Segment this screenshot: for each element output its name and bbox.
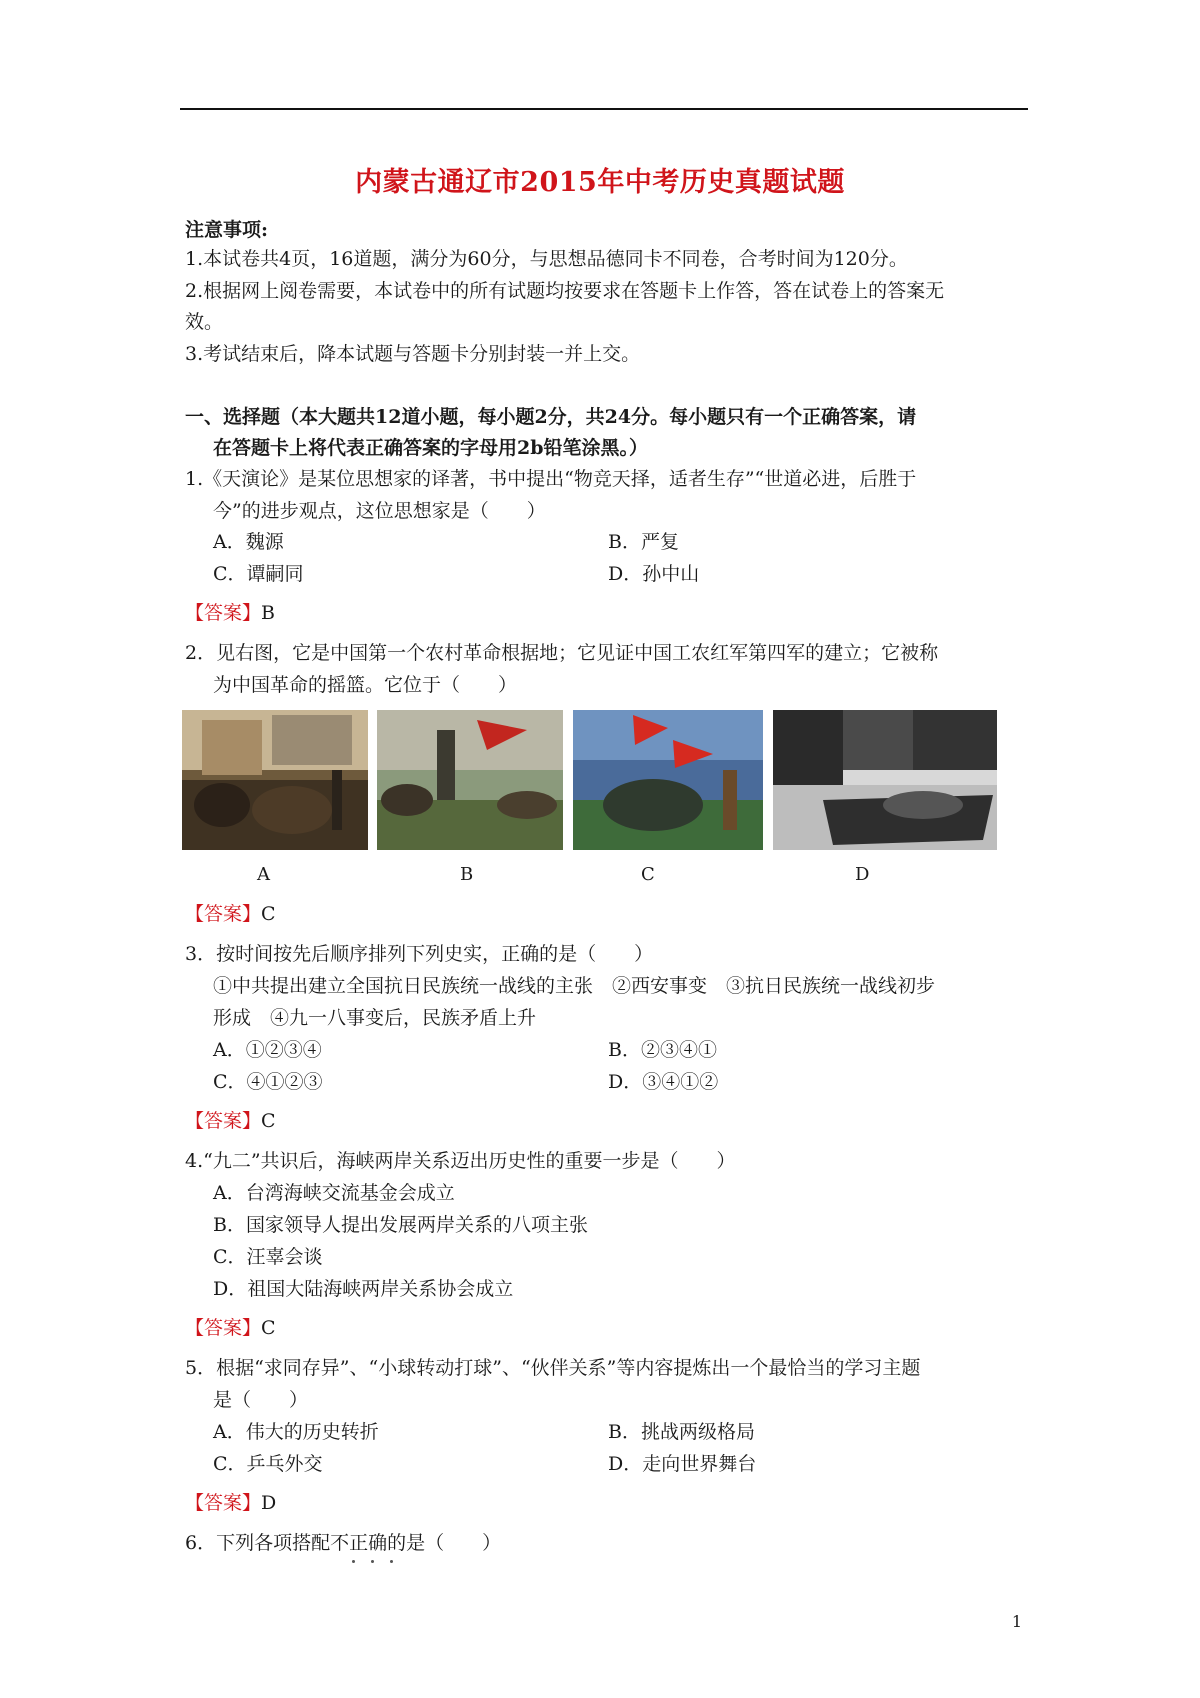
option-d-photo	[773, 710, 997, 850]
answer-value: D	[261, 1492, 277, 1514]
q2-answer	[185, 902, 276, 926]
q4-option-a: A．台湾海峡交流基金会成立	[213, 1182, 455, 1204]
q2-stem-line-2: 为中国革命的摇篮。它位于（ ）	[213, 674, 518, 696]
q3-answer	[185, 1109, 276, 1133]
answer-tag: 【答案】	[185, 1110, 262, 1132]
page-number: 1	[1011, 1612, 1022, 1631]
emphasis-dot	[371, 1560, 374, 1563]
caption-b: B	[460, 864, 474, 885]
caption-c: C	[641, 864, 655, 885]
option-a-painting	[182, 710, 368, 850]
answer-value: C	[261, 1110, 276, 1132]
option-c-painting	[573, 710, 763, 850]
caption-a: A	[257, 864, 270, 885]
q1-stem-line-1: 1.《天演论》是某位思想家的译著，书中提出“物竞天择，适者生存”“世道必进，后胜于	[185, 468, 917, 490]
section-heading-line-1: 一、选择题（本大题共12道小题，每小题2分，共24分。每小题只有一个正确答案，请	[185, 406, 917, 428]
q5-option-a: A．伟大的历史转折	[213, 1421, 379, 1443]
answer-tag: 【答案】	[185, 602, 262, 624]
notice-item-2-cont: 效。	[185, 311, 224, 333]
answer-tag: 【答案】	[185, 1492, 262, 1514]
q4-answer	[185, 1316, 276, 1340]
answer-tag: 【答案】	[185, 1317, 262, 1339]
q1-option-b: B．严复	[608, 531, 679, 553]
caption-d: D	[855, 864, 870, 885]
q4-stem-line-1: 4.“九二”共识后，海峡两岸关系迈出历史性的重要一步是（ ）	[185, 1150, 736, 1172]
q1-stem-line-2: 今”的进步观点，这位思想家是（ ）	[213, 500, 546, 522]
answer-value: C	[261, 1317, 276, 1339]
answer-value: C	[261, 903, 276, 925]
q1-answer	[185, 601, 275, 625]
emphasis-dot	[390, 1560, 393, 1563]
q4-option-b: B．国家领导人提出发展两岸关系的八项主张	[213, 1214, 588, 1236]
notice-item-3: 3.考试结束后，降本试题与答题卡分别封装一并上交。	[185, 343, 641, 365]
option-b-painting	[377, 710, 563, 850]
q6-stem-line-1: 6．下列各项搭配不正确的是（ ）	[185, 1532, 502, 1554]
q5-stem-line-2: 是（ ）	[213, 1389, 309, 1411]
q1-option-a: A．魏源	[213, 531, 284, 553]
q3-option-a: A．①②③④	[213, 1039, 322, 1061]
q5-option-b: B．挑战两级格局	[608, 1421, 755, 1443]
emphasis-dot	[352, 1560, 355, 1563]
q5-stem-line-1: 5．根据“求同存异”、“小球转动打球”、“伙伴关系”等内容提炼出一个最恰当的学习主题	[185, 1357, 921, 1379]
q3-stem-line-2: ①中共提出建立全国抗日民族统一战线的主张 ②西安事变 ③抗日民族统一战线初步	[213, 975, 936, 997]
notice-item-2: 2.根据网上阅卷需要，本试卷中的所有试题均按要求在答题卡上作答，答在试卷上的答案无	[185, 280, 945, 302]
q3-stem-line-3: 形成 ④九一八事变后，民族矛盾上升	[213, 1007, 537, 1029]
notice-heading: 注意事项:	[185, 219, 269, 241]
q4-option-c: C．汪辜会谈	[213, 1246, 323, 1268]
q3-option-b: B．②③④①	[608, 1039, 717, 1061]
q4-option-d: D．祖国大陆海峡两岸关系协会成立	[213, 1278, 514, 1300]
header-rule	[180, 108, 1028, 110]
q5-option-c: C．乒乓外交	[213, 1453, 323, 1475]
q1-option-c: C．谭嗣同	[213, 563, 304, 585]
q3-option-d: D．③④①②	[608, 1071, 719, 1093]
q5-answer	[185, 1491, 276, 1515]
q2-stem-line-1: 2．见右图，它是中国第一个农村革命根据地；它见证中国工农红军第四军的建立；它被称	[185, 642, 939, 664]
q5-option-d: D．走向世界舞台	[608, 1453, 757, 1475]
page-title: 内蒙古通辽市2015年中考历史真题试题	[355, 167, 845, 198]
section-heading-line-2: 在答题卡上将代表正确答案的字母用2b铅笔涂黑。）	[213, 437, 649, 459]
answer-tag: 【答案】	[185, 903, 262, 925]
q1-option-d: D．孙中山	[608, 563, 700, 585]
q3-option-c: C．④①②③	[213, 1071, 323, 1093]
answer-value: B	[261, 602, 275, 624]
notice-item-1: 1.本试卷共4页，16道题，满分为60分，与思想品德同卡不同卷，合考时间为120分。	[185, 248, 908, 270]
q3-stem-line-1: 3．按时间按先后顺序排列下列史实，正确的是（ ）	[185, 943, 654, 965]
